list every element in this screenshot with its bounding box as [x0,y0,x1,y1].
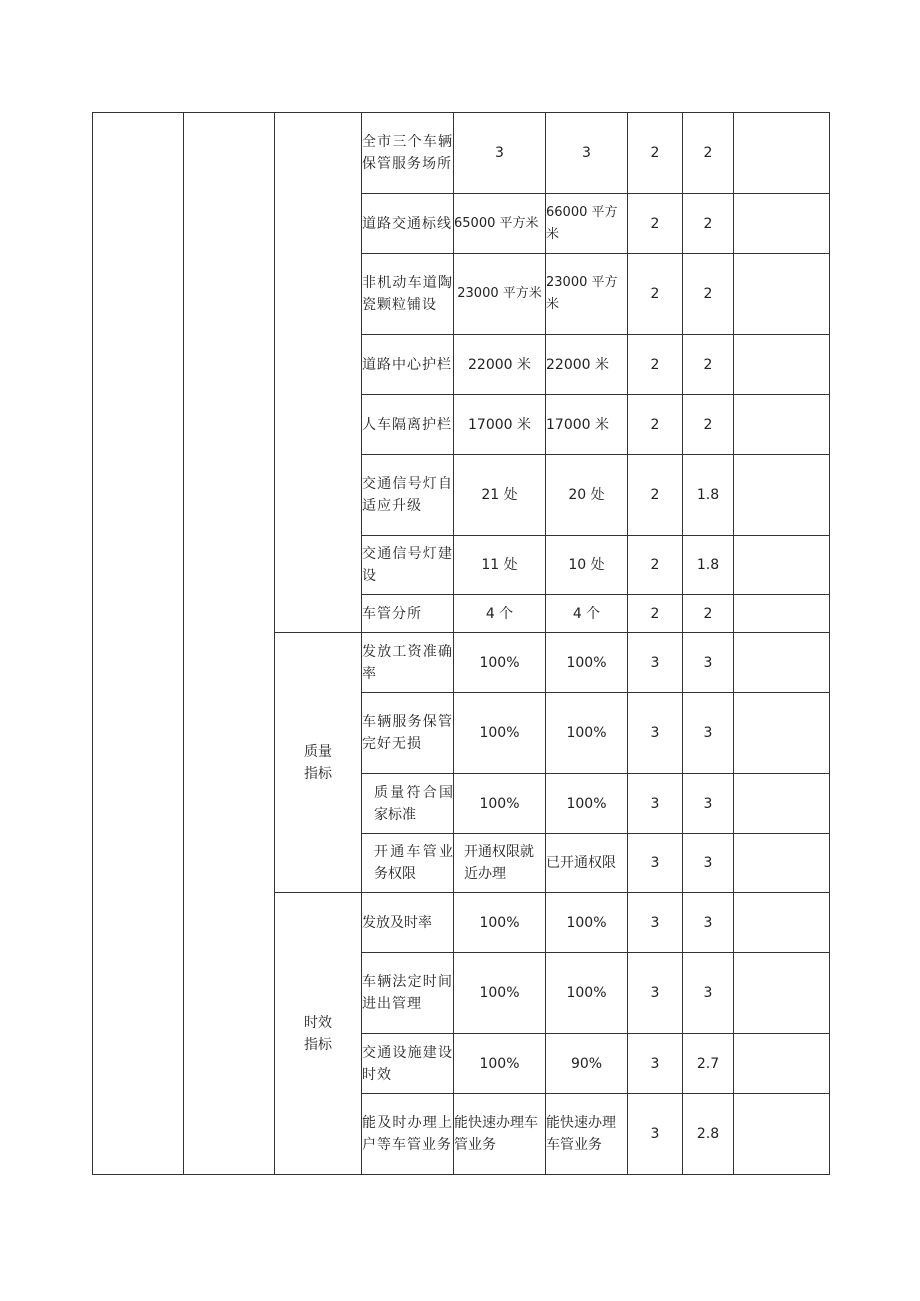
weight-cell: 2 [628,113,683,194]
score-cell: 3 [683,953,734,1034]
weight-cell: 3 [628,774,683,834]
note-cell [734,455,830,536]
indicator-cell: 人车隔离护栏 [362,395,454,455]
indicator-cell: 交通信号灯建设 [362,536,454,595]
score-cell: 3 [683,893,734,953]
actual-value-cell: 100% [546,953,628,1034]
note-cell [734,834,830,893]
indicator-cell: 车管分所 [362,595,454,633]
target-value-cell: 100% [454,953,546,1034]
performance-table [92,112,830,1175]
level1-category-cell [93,113,184,1175]
target-value-cell: 开通权限就近办理 [454,834,546,893]
actual-value-cell: 22000 米 [546,335,628,395]
note-cell [734,335,830,395]
actual-value-cell: 23000 平方米 [546,254,628,335]
indicator-cell: 发放及时率 [362,893,454,953]
weight-cell: 3 [628,693,683,774]
actual-value-cell: 20 处 [546,455,628,536]
actual-value-cell: 100% [546,893,628,953]
note-cell [734,953,830,1034]
indicator-cell: 交通信号灯自适应升级 [362,455,454,536]
target-value-cell: 100% [454,633,546,693]
note-cell [734,395,830,455]
note-cell [734,1094,830,1175]
actual-value-cell: 已开通权限 [546,834,628,893]
score-cell: 3 [683,774,734,834]
score-cell: 2 [683,335,734,395]
weight-cell: 3 [628,893,683,953]
indicator-cell: 道路交通标线 [362,194,454,254]
weight-cell: 2 [628,335,683,395]
target-value-cell: 100% [454,893,546,953]
weight-cell: 3 [628,1034,683,1094]
target-value-cell: 23000 平方米 [454,254,546,335]
score-cell: 2 [683,113,734,194]
actual-value-cell: 100% [546,693,628,774]
score-cell: 1.8 [683,455,734,536]
note-cell [734,633,830,693]
timeliness-indicator-category [275,893,362,1175]
target-value-cell: 17000 米 [454,395,546,455]
table-row [93,113,830,194]
indicator-cell: 发放工资准确率 [362,633,454,693]
score-cell: 2.7 [683,1034,734,1094]
indicator-cell: 质量符合国家标准 [362,774,454,834]
note-cell [734,254,830,335]
actual-value-cell: 66000 平方米 [546,194,628,254]
target-value-cell: 22000 米 [454,335,546,395]
weight-cell: 3 [628,953,683,1034]
indicator-cell: 能及时办理上户等车管业务 [362,1094,454,1175]
score-cell: 2 [683,595,734,633]
weight-cell: 3 [628,633,683,693]
actual-value-cell: 17000 米 [546,395,628,455]
actual-value-cell: 能快速办理车管业务 [546,1094,628,1175]
target-value-cell: 4 个 [454,595,546,633]
target-value-cell: 100% [454,693,546,774]
indicator-cell: 车辆法定时间进出管理 [362,953,454,1034]
target-value-cell: 3 [454,113,546,194]
category-label-line2: 指标 [304,765,332,782]
indicator-cell: 非机动车道陶瓷颗粒铺设 [362,254,454,335]
actual-value-cell: 100% [546,633,628,693]
quality-indicator-category [275,633,362,893]
score-cell: 2.8 [683,1094,734,1175]
level2-category-cell [184,113,275,1175]
target-value-cell: 100% [454,1034,546,1094]
actual-value-cell: 10 处 [546,536,628,595]
indicator-cell: 全市三个车辆保管服务场所 [362,113,454,194]
category-label-line1: 质量 [304,743,332,760]
note-cell [734,1034,830,1094]
indicator-cell: 交通设施建设时效 [362,1034,454,1094]
note-cell [734,893,830,953]
score-cell: 1.8 [683,536,734,595]
category-label-line2: 指标 [304,1036,332,1053]
weight-cell: 2 [628,455,683,536]
indicator-cell: 开通车管业务权限 [362,834,454,893]
score-cell: 2 [683,254,734,335]
category-label-line1: 时效 [304,1014,332,1031]
weight-cell: 3 [628,834,683,893]
actual-value-cell: 3 [546,113,628,194]
note-cell [734,113,830,194]
actual-value-cell: 90% [546,1034,628,1094]
target-value-cell: 65000 平方米 [454,194,546,254]
score-cell: 2 [683,395,734,455]
target-value-cell: 能快速办理车管业务 [454,1094,546,1175]
target-value-cell: 21 处 [454,455,546,536]
score-cell: 3 [683,633,734,693]
weight-cell: 2 [628,194,683,254]
actual-value-cell: 4 个 [546,595,628,633]
weight-cell: 2 [628,536,683,595]
target-value-cell: 11 处 [454,536,546,595]
score-cell: 3 [683,693,734,774]
indicator-cell: 道路中心护栏 [362,335,454,395]
weight-cell: 3 [628,1094,683,1175]
note-cell [734,774,830,834]
note-cell [734,693,830,774]
actual-value-cell: 100% [546,774,628,834]
note-cell [734,536,830,595]
note-cell [734,194,830,254]
score-cell: 3 [683,834,734,893]
target-value-cell: 100% [454,774,546,834]
note-cell [734,595,830,633]
weight-cell: 2 [628,254,683,335]
indicator-cell: 车辆服务保管完好无损 [362,693,454,774]
weight-cell: 2 [628,595,683,633]
level3-quantity-cell [275,113,362,633]
weight-cell: 2 [628,395,683,455]
score-cell: 2 [683,194,734,254]
